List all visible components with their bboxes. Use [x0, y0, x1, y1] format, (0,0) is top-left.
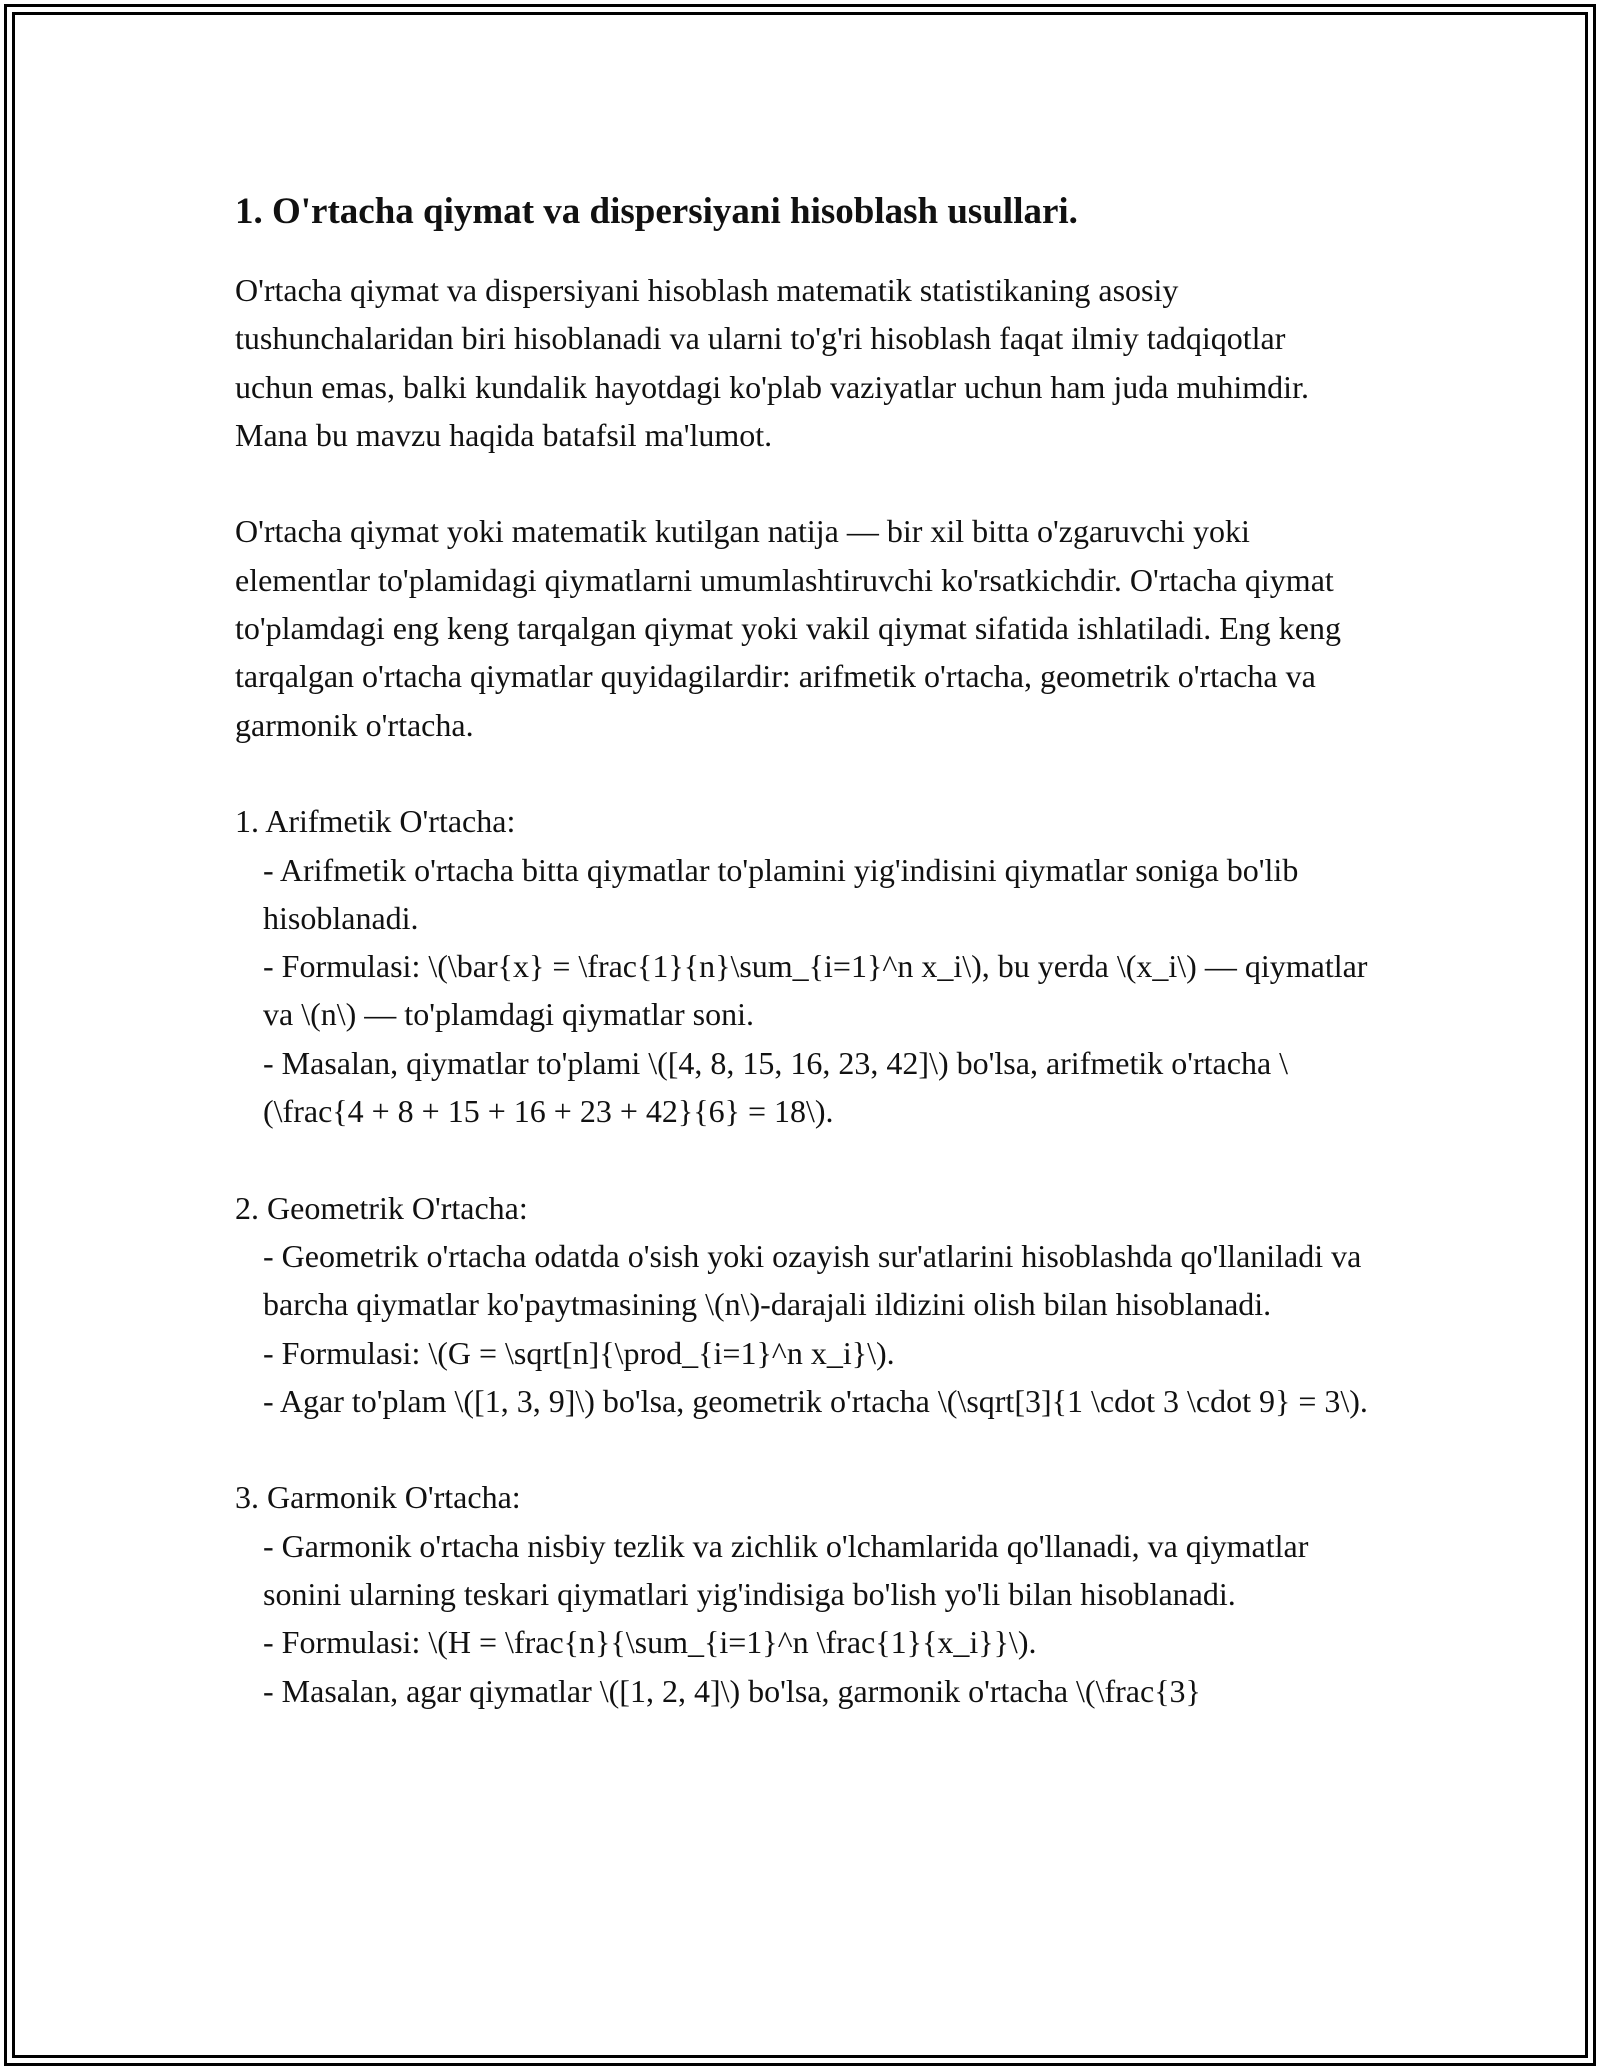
arithmetic-mean-description: - Arifmetik o'rtacha bitta qiymatlar to'plamini yig'indisini qiymatlar soniga bo'lib hisoblanadi.: [263, 851, 1299, 936]
paragraph-spacer: [235, 1135, 1370, 1183]
paragraph-spacer: [235, 749, 1370, 797]
section-heading: 1. O'rtacha qiymat va dispersiyani hisoblash usullari.: [235, 191, 1078, 232]
geometric-mean-title: 2. Geometrik O'rtacha:: [235, 1189, 528, 1226]
geometric-mean-section: [235, 1184, 1370, 1425]
arithmetic-mean-title: 1. Arifmetik O'rtacha:: [235, 803, 516, 840]
geometric-mean-example: - Agar to'plam \([1, 3, 9]\) bo'lsa, geometrik o'rtacha \(\sqrt[3]{1 \cdot 3 \cdot 9} = 3\).: [263, 1382, 1368, 1419]
arithmetic-mean-section: [235, 797, 1370, 1135]
geometric-mean-description: - Geometrik o'rtacha odatda o'sish yoki ozayish sur'atlarini hisoblashda qo'llaniladi va barcha qiymatlar ko'paytmasining \(n\)-darajali ildizini olish bilan hisoblanadi.: [263, 1237, 1362, 1323]
harmonic-mean-section: [235, 1473, 1370, 1714]
harmonic-mean-example: - Masalan, agar qiymatlar \([1, 2, 4]\) bo'lsa, garmonik o'rtacha \(\frac{3}: [263, 1672, 1201, 1709]
arithmetic-mean-formula: - Formulasi: \(\bar{x} = \frac{1}{n}\sum_{i=1}^n x_i\), bu yerda \(x_i\) — qiymatlar va \(n\) — to'plamdagi qiymatlar soni.: [263, 948, 1368, 1033]
document-body: [235, 186, 1370, 1715]
mean-definition-paragraph: O'rtacha qiymat yoki matematik kutilgan natija — bir xil bitta o'zgaruvchi yoki elementlar to'plamidagi qiymatlarni umumlashtiruvchi ko'rsatkichdir. O'rtacha qiymat to'plamdagi eng keng tarqalgan qiymat yoki vakil qiymat sifatida ishlatiladi. Eng keng tarqalgan o'rtacha qiymatlar quyidagilardir: arifmetik o'rtacha, geometrik o'rtacha va garmonik o'rtacha.: [235, 513, 1341, 743]
intro-paragraph: O'rtacha qiymat va dispersiyani hisoblash matematik statistikaning asosiy tushunchalaridan biri hisoblanadi va ularni to'g'ri hisoblash faqat ilmiy tadqiqotlar uchun emas, balki kundalik hayotdagi ko'plab vaziyatlar uchun ham juda muhimdir. Mana bu mavzu haqida batafsil ma'lumot.: [235, 272, 1309, 453]
harmonic-mean-formula: - Formulasi: \(H = \frac{n}{\sum_{i=1}^n \frac{1}{x_i}}\).: [263, 1624, 1037, 1661]
geometric-mean-formula: - Formulasi: \(G = \sqrt[n]{\prod_{i=1}^n x_i}\).: [263, 1334, 895, 1371]
paragraph-spacer: [235, 459, 1370, 507]
harmonic-mean-title: 3. Garmonik O'rtacha:: [235, 1479, 521, 1516]
harmonic-mean-description: - Garmonik o'rtacha nisbiy tezlik va zichlik o'lchamlarida qo'llanadi, va qiymatlar sonini ularning teskari qiymatlari yig'indisiga bo'lish yo'li bilan hisoblanadi.: [263, 1527, 1309, 1613]
paragraph-spacer: [235, 1425, 1370, 1473]
arithmetic-mean-example: - Masalan, qiymatlar to'plami \([4, 8, 15, 16, 23, 42]\) bo'lsa, arifmetik o'rtacha \(\frac{4 + 8 + 15 + 16 + 23 + 42}{6} = 18\).: [263, 1044, 1289, 1130]
